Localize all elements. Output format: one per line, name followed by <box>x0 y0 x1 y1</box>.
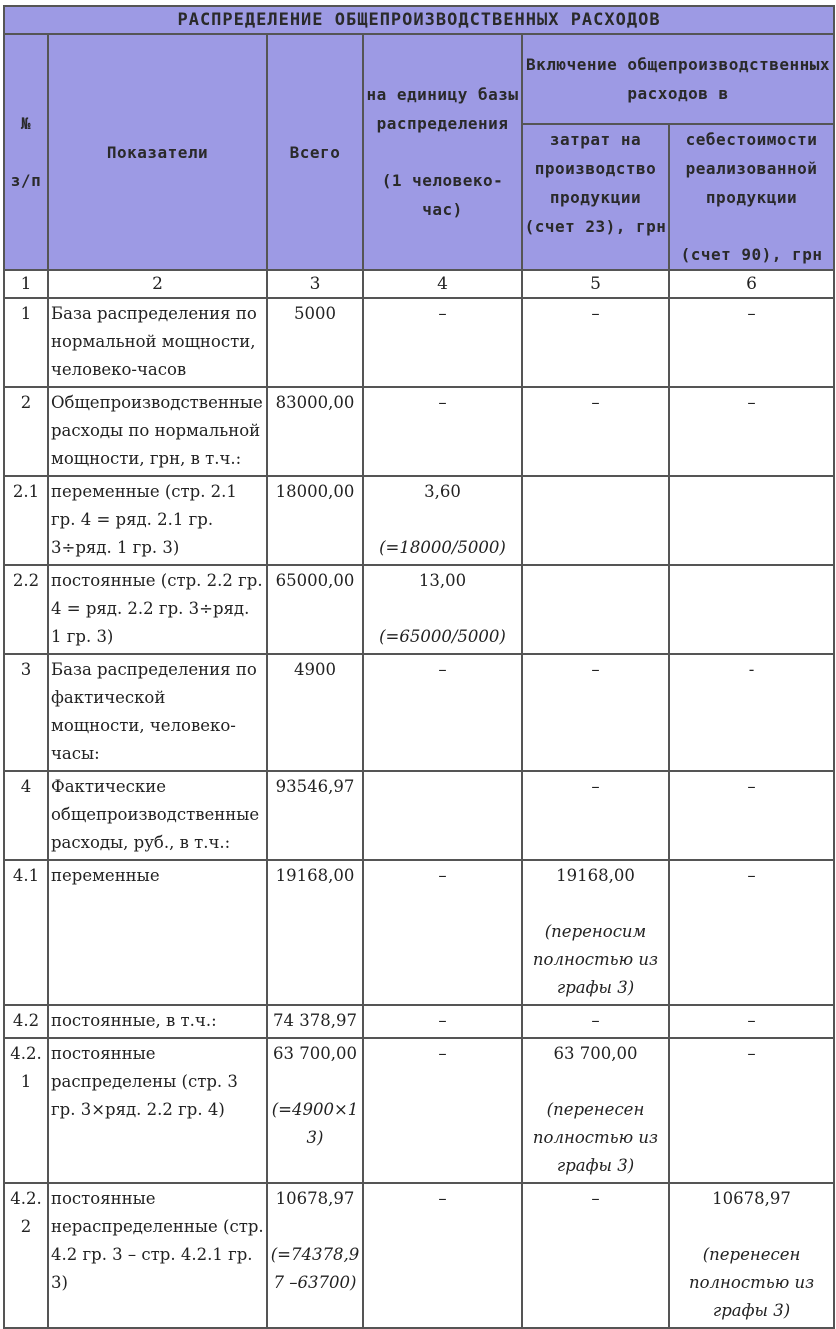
row-indicator: постоянные, в т.ч.: <box>48 1005 267 1038</box>
row-per-unit: – <box>363 860 522 1005</box>
table-row <box>4 654 834 771</box>
row-indicator: постоянные (стр. 2.2 гр. 4 = ряд. 2.2 гр. 3÷ряд. 1 гр. 3) <box>48 565 267 654</box>
row-indicator: Фактические общепроизводственные расходы, руб., в т.ч.: <box>48 771 267 860</box>
overhead-distribution-table <box>3 5 835 1329</box>
row-cost-production <box>522 565 669 654</box>
row-number: 4 <box>4 771 48 860</box>
row-number: 4.2 <box>4 1005 48 1038</box>
header-col6: себестоимости реализованной продукции (счет 90), грн <box>669 124 834 270</box>
row-per-unit: – <box>363 1005 522 1038</box>
row-cost-sold: 10678,97 (перенесен полностью из графы 3) <box>669 1183 834 1328</box>
row-cost-production <box>522 476 669 565</box>
row-cost-production: – <box>522 387 669 476</box>
row-indicator: постоянные распределены (стр. 3 гр. 3×ряд. 2.2 гр. 4) <box>48 1038 267 1183</box>
row-indicator: переменные (стр. 2.1 гр. 4 = ряд. 2.1 гр. 3÷ряд. 1 гр. 3) <box>48 476 267 565</box>
table-row <box>4 476 834 565</box>
header-inclusion: Включение общепроизводственных расходов в <box>522 34 834 124</box>
row-cost-sold: - <box>669 654 834 771</box>
row-number: 4.2.1 <box>4 1038 48 1183</box>
row-total: 83000,00 <box>267 387 363 476</box>
row-number: 1 <box>4 298 48 387</box>
row-number: 2.2 <box>4 565 48 654</box>
row-indicator: постоянные нераспределенные (стр. 4.2 гр. 3 – стр. 4.2.1 гр. 3) <box>48 1183 267 1328</box>
table-row <box>4 1005 834 1038</box>
col-num-4: 4 <box>363 270 522 298</box>
row-total: 19168,00 <box>267 860 363 1005</box>
row-per-unit <box>363 771 522 860</box>
row-per-unit: – <box>363 298 522 387</box>
table-row <box>4 860 834 1005</box>
row-indicator: База распределения по нормальной мощности, человеко-часов <box>48 298 267 387</box>
row-per-unit: – <box>363 1183 522 1328</box>
row-cost-production: – <box>522 771 669 860</box>
col-num-2: 2 <box>48 270 267 298</box>
row-number: 2 <box>4 387 48 476</box>
table-row <box>4 771 834 860</box>
row-per-unit: – <box>363 654 522 771</box>
row-total: 10678,97 (=74378,97 –63700) <box>267 1183 363 1328</box>
table-row <box>4 298 834 387</box>
row-cost-production: 19168,00 (переносим полностью из графы 3) <box>522 860 669 1005</box>
row-number: 4.1 <box>4 860 48 1005</box>
row-cost-production: – <box>522 654 669 771</box>
row-cost-sold: – <box>669 771 834 860</box>
row-cost-production: 63 700,00 (перенесен полностью из графы 3) <box>522 1038 669 1183</box>
row-indicator: Общепроизводственные расходы по нормальной мощности, грн, в т.ч.: <box>48 387 267 476</box>
row-per-unit: – <box>363 1038 522 1183</box>
row-cost-sold: – <box>669 1005 834 1038</box>
header-total: Всего <box>267 34 363 270</box>
row-total: 5000 <box>267 298 363 387</box>
header-indicators: Показатели <box>48 34 267 270</box>
col-num-6: 6 <box>669 270 834 298</box>
row-total: 4900 <box>267 654 363 771</box>
col-num-1: 1 <box>4 270 48 298</box>
row-per-unit: – <box>363 387 522 476</box>
row-cost-production: – <box>522 1005 669 1038</box>
col-num-5: 5 <box>522 270 669 298</box>
row-number: 4.2.2 <box>4 1183 48 1328</box>
row-number: 2.1 <box>4 476 48 565</box>
row-total: 65000,00 <box>267 565 363 654</box>
table-row <box>4 565 834 654</box>
row-total: 18000,00 <box>267 476 363 565</box>
row-total: 63 700,00 (=4900×13) <box>267 1038 363 1183</box>
row-cost-production: – <box>522 298 669 387</box>
table-row <box>4 1038 834 1183</box>
table-title: РАСПРЕДЕЛЕНИЕ ОБЩЕПРОИЗВОДСТВЕННЫХ РАСХОДОВ <box>4 6 834 34</box>
row-per-unit: 3,60 (=18000/5000) <box>363 476 522 565</box>
row-per-unit: 13,00 (=65000/5000) <box>363 565 522 654</box>
header-number: № з/п <box>4 34 48 270</box>
row-cost-sold: – <box>669 1038 834 1183</box>
header-per-unit: на единицу базы распределения (1 человеко-час) <box>363 34 522 270</box>
row-number: 3 <box>4 654 48 771</box>
row-cost-sold: – <box>669 860 834 1005</box>
table-row <box>4 387 834 476</box>
row-indicator: База распределения по фактической мощности, человеко-часы: <box>48 654 267 771</box>
row-cost-sold: – <box>669 298 834 387</box>
row-total: 93546,97 <box>267 771 363 860</box>
row-cost-sold <box>669 476 834 565</box>
table-row <box>4 1183 834 1328</box>
col-num-3: 3 <box>267 270 363 298</box>
row-cost-sold <box>669 565 834 654</box>
column-number-row <box>4 270 834 298</box>
row-cost-production: – <box>522 1183 669 1328</box>
row-total: 74 378,97 <box>267 1005 363 1038</box>
row-cost-sold: – <box>669 387 834 476</box>
row-indicator: переменные <box>48 860 267 1005</box>
header-col5: затрат на производство продукции (счет 23), грн <box>522 124 669 270</box>
